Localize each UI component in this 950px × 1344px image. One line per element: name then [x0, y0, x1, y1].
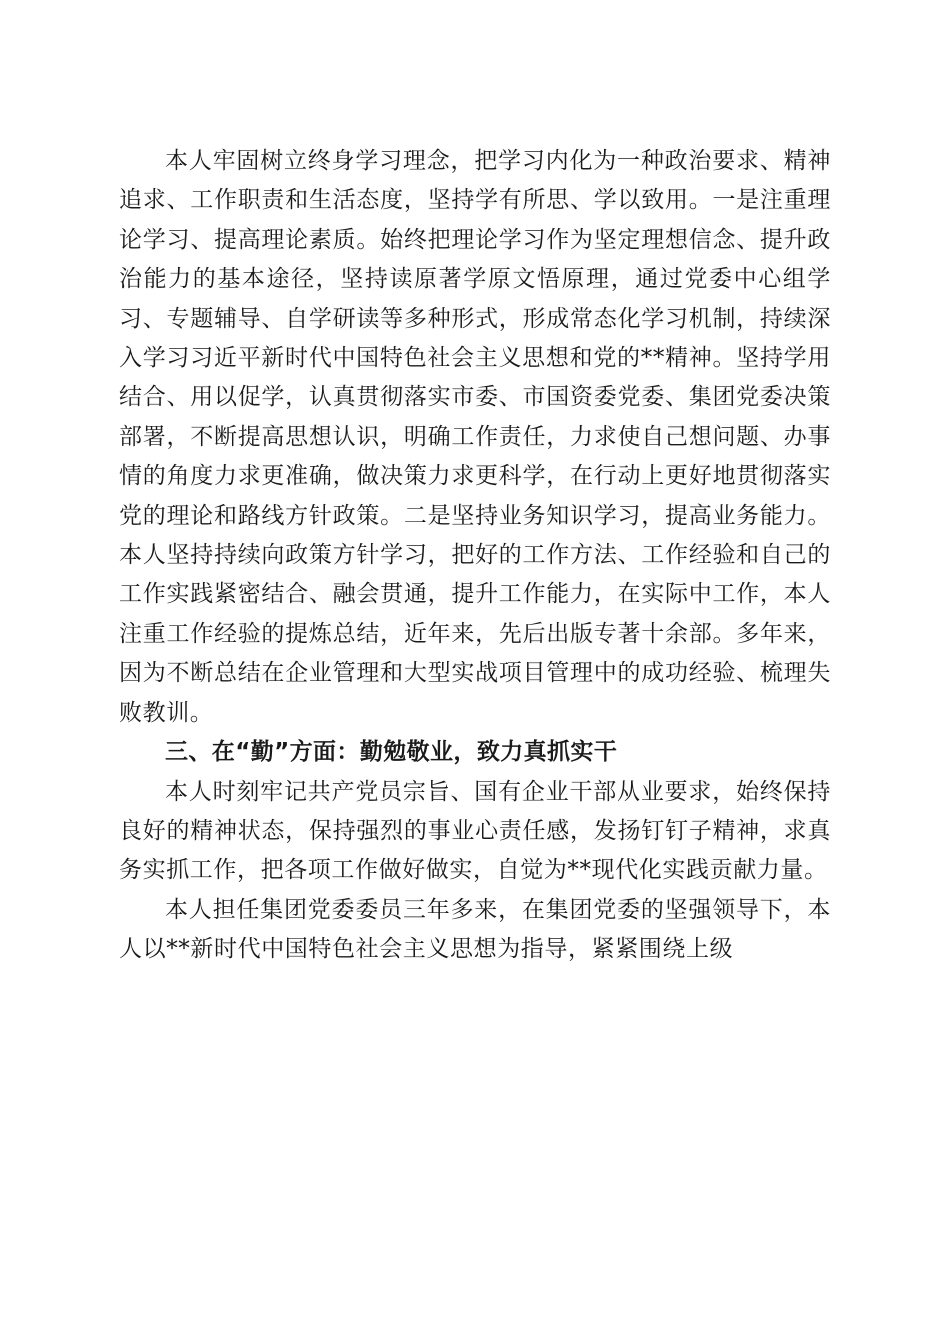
document-body [119, 142, 831, 970]
paragraph-lifelong-learning: 本人牢固树立终身学习理念，把学习内化为一种政治要求、精神追求、工作职责和生活态度，坚持学有所思、学以致用。一是注重理论学习、提高理论素质。始终把理论学习作为坚定理想信念、提升政治能力的基本途径，坚持读原著学原文悟原理，通过党委中心组学习、专题辅导、自学研读等多种形式，形成常态化学习机制，持续深入学习习近平新时代中国特色社会主义思想和党的**精神。坚持学用结合、用以促学，认真贯彻落实市委、市国资委党委、集团党委决策部署，不断提高思想认识，明确工作责任，力求使自己想问题、办事情的角度力求更准确，做决策力求更科学，在行动上更好地贯彻落实党的理论和路线方针政策。二是坚持业务知识学习，提高业务能力。本人坚持持续向政策方针学习，把好的工作方法、工作经验和自己的工作实践紧密结合、融会贯通，提升工作能力，在实际中工作，本人注重工作经验的提炼总结，近年来，先后出版专著十余部。多年来，因为不断总结在企业管理和大型实战项目管理中的成功经验、梳理失败教训。 [119, 148, 831, 726]
section-heading-diligence: 三、在“勤”方面：勤勉敬业，致力真抓实干 [165, 739, 618, 766]
paragraph-party-member-duty: 本人时刻牢记共产党员宗旨、国有企业干部从业要求，始终保持良好的精神状态，保持强烈的事业心责任感，发扬钉钉子精神，求真务实抓工作，把各项工作做好做实，自觉为**现代化实践贡献力量。 [119, 778, 831, 884]
paragraph-committee-service: 本人担任集团党委委员三年多来，在集团党委的坚强领导下，本人以**新时代中国特色社会主义思想为指导，紧紧围绕上级 [119, 896, 831, 963]
